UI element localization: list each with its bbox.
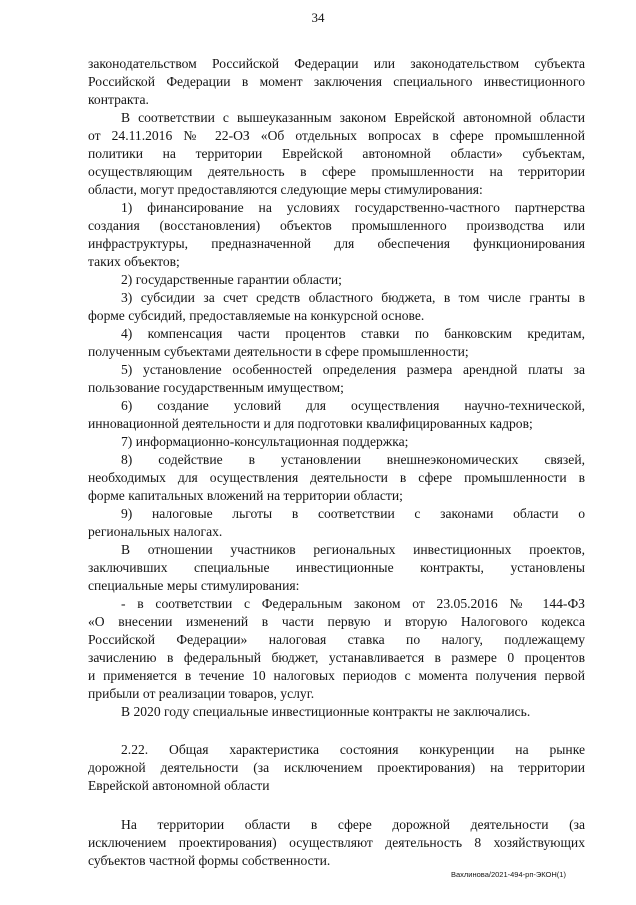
text-line: области, могут предоставляются следующие меры стимулирования: <box>88 182 483 197</box>
text-line: заключивших специальные инвестиционные контракты, установлены <box>88 560 585 575</box>
text-line: «О внесении изменений в части первую и вторую Налогового кодекса <box>88 614 585 629</box>
text-line: В соответствии с вышеуказанным законом Еврейской автономной области <box>121 110 585 125</box>
text-line: полученным субъектами деятельности в сфере промышленности; <box>88 344 469 359</box>
text-line: политики на территории Еврейской автономной области» субъектам, <box>88 146 585 161</box>
section-heading: дорожной деятельности (за исключением проектирования) на территории <box>88 760 585 775</box>
text-line: пользование государственным имуществом; <box>88 380 344 395</box>
text-line: зачислению в федеральный бюджет, устанавливается в размере 0 процентов <box>88 650 585 665</box>
text-line: 6) создание условий для осуществления научно-технической, <box>121 398 585 413</box>
text-line: 2) государственные гарантии области; <box>121 272 342 287</box>
text-line: 8) содействие в установлении внешнеэкономических связей, <box>121 452 585 467</box>
text-line: 1) финансирование на условиях государственно-частного партнерства <box>121 200 585 215</box>
text-line: создания (восстановления) объектов промышленного производства или <box>88 218 585 233</box>
text-line: инновационной деятельности и для подготовки квалифицированных кадров; <box>88 416 533 431</box>
text-line: 5) установление особенностей определения размера арендной платы за <box>121 362 585 377</box>
text-line: Российской Федерации» налоговая ставка по налогу, подлежащему <box>88 632 585 647</box>
text-line: исключением проектирования) осуществляют деятельность 8 хозяйствующих <box>88 835 585 850</box>
text-line: необходимых для осуществления деятельности в сфере промышленности в <box>88 470 585 485</box>
text-line: форме субсидий, предоставляемые на конкурсной основе. <box>88 308 425 323</box>
text-line: законодательством Российской Федерации или законодательством субъекта <box>88 56 585 71</box>
text-line: 4) компенсация части процентов ставки по банковским кредитам, <box>121 326 585 341</box>
text-line: форме капитальных вложений на территории области; <box>88 488 403 503</box>
section-heading: 2.22. Общая характеристика состояния конкуренции на рынке <box>121 742 585 757</box>
text-line: В 2020 году специальные инвестиционные контракты не заключались. <box>121 704 531 719</box>
text-line: 3) субсидии за счет средств областного бюджета, в том числе гранты в <box>121 290 585 305</box>
text-line: 7) информационно-консультационная поддержка; <box>121 434 409 449</box>
text-line: - в соответствии с Федеральным законом от 23.05.2016 № 144-ФЗ <box>121 596 585 611</box>
text-line: На территории области в сфере дорожной деятельности (за <box>121 817 585 832</box>
text-line: таких объектов; <box>88 254 180 269</box>
page-number: 34 <box>311 10 325 25</box>
text-line: В отношении участников региональных инвестиционных проектов, <box>121 542 585 557</box>
text-line: региональных налогах. <box>88 524 223 539</box>
text-line: инфраструктуры, предназначенной для обеспечения функционирования <box>88 236 585 251</box>
text-line: прибыли от реализации товаров, услуг. <box>88 686 315 701</box>
text-line: 9) налоговые льготы в соответствии с законами области о <box>121 506 585 521</box>
text-line: субъектов частной формы собственности. <box>88 853 331 868</box>
text-line: специальные меры стимулирования: <box>88 578 300 593</box>
text-line: и применяется в течение 10 налоговых периодов с момента получения первой <box>88 668 585 683</box>
document-footer-id: Вахлинова/2021-494-рп-ЭКОН(1) <box>451 870 566 879</box>
text-line: Российской Федерации в момент заключения специального инвестиционного <box>88 74 585 89</box>
text-line: контракта. <box>88 92 149 107</box>
text-line: от 24.11.2016 № 22-ОЗ «Об отдельных вопросах в сфере промышленной <box>88 128 585 143</box>
section-heading: Еврейской автономной области <box>88 778 270 793</box>
text-line: осуществляющим деятельность в сфере промышленности на территории <box>88 164 585 179</box>
